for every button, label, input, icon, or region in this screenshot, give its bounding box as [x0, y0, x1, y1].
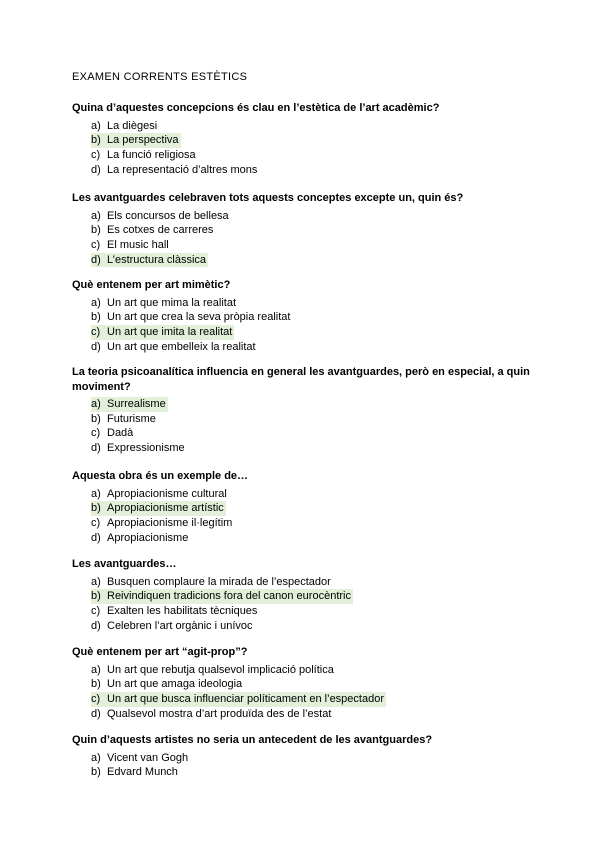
question-4 — [72, 365, 552, 456]
option-text: Apropiacionisme artístic — [107, 502, 224, 515]
option-letter: d) — [91, 340, 101, 353]
option-letter: c) — [91, 516, 101, 529]
answer-option — [72, 223, 552, 238]
option-text: Un art que rebutja qualsevol implicació política — [107, 663, 334, 676]
answer-option — [72, 677, 552, 692]
option-text: La perspectiva — [107, 134, 179, 147]
option-text: Expressionisme — [107, 442, 185, 455]
answer-option — [72, 209, 552, 224]
option-text: Es cotxes de carreres — [107, 224, 214, 237]
option-text: Un art que embelleix la realitat — [107, 340, 256, 353]
option-text: Un art que imita la realitat — [107, 325, 233, 338]
question-3 — [72, 278, 552, 354]
option-letter: d) — [91, 163, 101, 176]
question-7 — [72, 645, 552, 721]
answer-option — [72, 707, 552, 722]
answer-option — [72, 238, 552, 253]
option-letter: d) — [91, 707, 101, 720]
answer-option — [72, 296, 552, 311]
answer-highlight — [91, 589, 353, 604]
option-text: Celebren l’art orgànic i unívoc — [107, 619, 253, 632]
answer-option — [72, 751, 552, 766]
option-letter: d) — [91, 442, 101, 455]
option-letter: d) — [91, 619, 101, 632]
answer-option — [72, 119, 552, 134]
option-letter: c) — [91, 692, 101, 705]
answer-highlight — [91, 501, 226, 516]
answer-highlight — [91, 325, 234, 340]
option-text: Vicent van Gogh — [107, 751, 189, 764]
option-letter: b) — [91, 678, 101, 691]
answer-option — [72, 765, 552, 780]
answer-option — [72, 412, 552, 427]
correct-answer-option — [72, 325, 552, 340]
option-letter: b) — [91, 766, 101, 779]
option-letter: a) — [91, 575, 101, 588]
option-letter: b) — [91, 134, 101, 147]
answer-option — [72, 163, 552, 178]
option-letter: d) — [91, 253, 101, 266]
question-text: La teoria psicoanalítica influencia en general les avantguardes, però en especial, a quin moviment? — [72, 366, 530, 393]
correct-answer-option — [72, 501, 552, 516]
option-text: Dadà — [107, 427, 134, 440]
option-text: Un art que amaga ideologia — [107, 678, 243, 691]
option-letter: c) — [91, 325, 101, 338]
option-text: La funció religiosa — [107, 148, 196, 161]
answer-highlight — [91, 692, 386, 707]
option-text: Futurisme — [107, 412, 156, 425]
option-text: Un art que mima la realitat — [107, 296, 236, 309]
option-letter: b) — [91, 224, 101, 237]
answer-option — [72, 441, 552, 456]
option-text: Apropiacionisme — [107, 531, 189, 544]
option-letter: b) — [91, 590, 101, 603]
option-letter: a) — [91, 663, 101, 676]
question-text: Aquesta obra és un exemple de… — [72, 470, 249, 482]
option-letter: a) — [91, 209, 101, 222]
option-text: Apropiacionisme il·legítim — [107, 516, 233, 529]
option-text: Un art que busca influenciar políticament en l’espectador — [107, 692, 384, 705]
option-text: Apropiacionisme cultural — [107, 487, 227, 500]
option-text: La diègesi — [107, 119, 158, 132]
correct-answer-option — [72, 397, 552, 412]
option-letter: a) — [91, 119, 101, 132]
answer-highlight — [91, 253, 208, 268]
option-letter: c) — [91, 148, 101, 161]
option-letter: c) — [91, 604, 101, 617]
option-letter: b) — [91, 311, 101, 324]
option-text: Surrealisme — [107, 398, 166, 410]
answer-option — [72, 487, 552, 502]
correct-answer-option — [72, 692, 552, 707]
option-text: Reivindiquen tradicions fora del canon eurocèntric — [107, 590, 351, 603]
correct-answer-option — [72, 589, 552, 604]
option-text: La representació d’altres mons — [107, 163, 258, 176]
option-text: L’estructura clàssica — [107, 253, 207, 266]
correct-answer-option — [72, 133, 552, 148]
question-text: Les avantguardes celebraven tots aquests conceptes excepte un, quin és? — [72, 192, 464, 204]
option-text: Els concursos de bellesa — [107, 209, 229, 222]
option-letter: c) — [91, 238, 101, 251]
question-2 — [72, 191, 552, 267]
answer-option — [72, 619, 552, 634]
question-text: Què entenem per art mimètic? — [72, 279, 231, 291]
question-text: Què entenem per art “agit-prop”? — [72, 646, 248, 658]
option-letter: b) — [91, 502, 101, 515]
answer-option — [72, 604, 552, 619]
answer-option — [72, 148, 552, 163]
question-8 — [72, 733, 552, 780]
answer-option — [72, 340, 552, 355]
option-letter: a) — [91, 751, 101, 764]
answer-option — [72, 516, 552, 531]
option-text: Edvard Munch — [107, 766, 178, 779]
option-text: El music hall — [107, 238, 169, 251]
option-text: Busquen complaure la mirada de l’espectador — [107, 575, 331, 588]
question-text: Les avantguardes… — [72, 558, 177, 570]
option-text: Qualsevol mostra d’art produïda des de l’estat — [107, 707, 332, 720]
option-letter: a) — [91, 398, 101, 410]
answer-option — [72, 575, 552, 590]
answer-option — [72, 310, 552, 325]
option-letter: a) — [91, 296, 101, 309]
answer-option — [72, 531, 552, 546]
option-letter: c) — [91, 427, 101, 440]
question-6 — [72, 557, 552, 633]
answer-option — [72, 426, 552, 441]
option-text: Exalten les habilitats tècniques — [107, 604, 258, 617]
answer-option — [72, 663, 552, 678]
answer-highlight — [91, 397, 168, 412]
option-text: Un art que crea la seva pròpia realitat — [107, 311, 291, 324]
question-5 — [72, 469, 552, 545]
question-1 — [72, 101, 552, 177]
correct-answer-option — [72, 253, 552, 268]
exam-title: EXAMEN CORRENTS ESTÈTICS — [72, 71, 248, 83]
option-letter: d) — [91, 531, 101, 544]
option-letter: b) — [91, 412, 101, 425]
answer-highlight — [91, 133, 181, 148]
question-text: Quina d’aquestes concepcions és clau en l’estètica de l’art acadèmic? — [72, 102, 440, 114]
option-letter: a) — [91, 487, 101, 500]
question-text: Quin d’aquests artistes no seria un antecedent de les avantguardes? — [72, 734, 433, 746]
